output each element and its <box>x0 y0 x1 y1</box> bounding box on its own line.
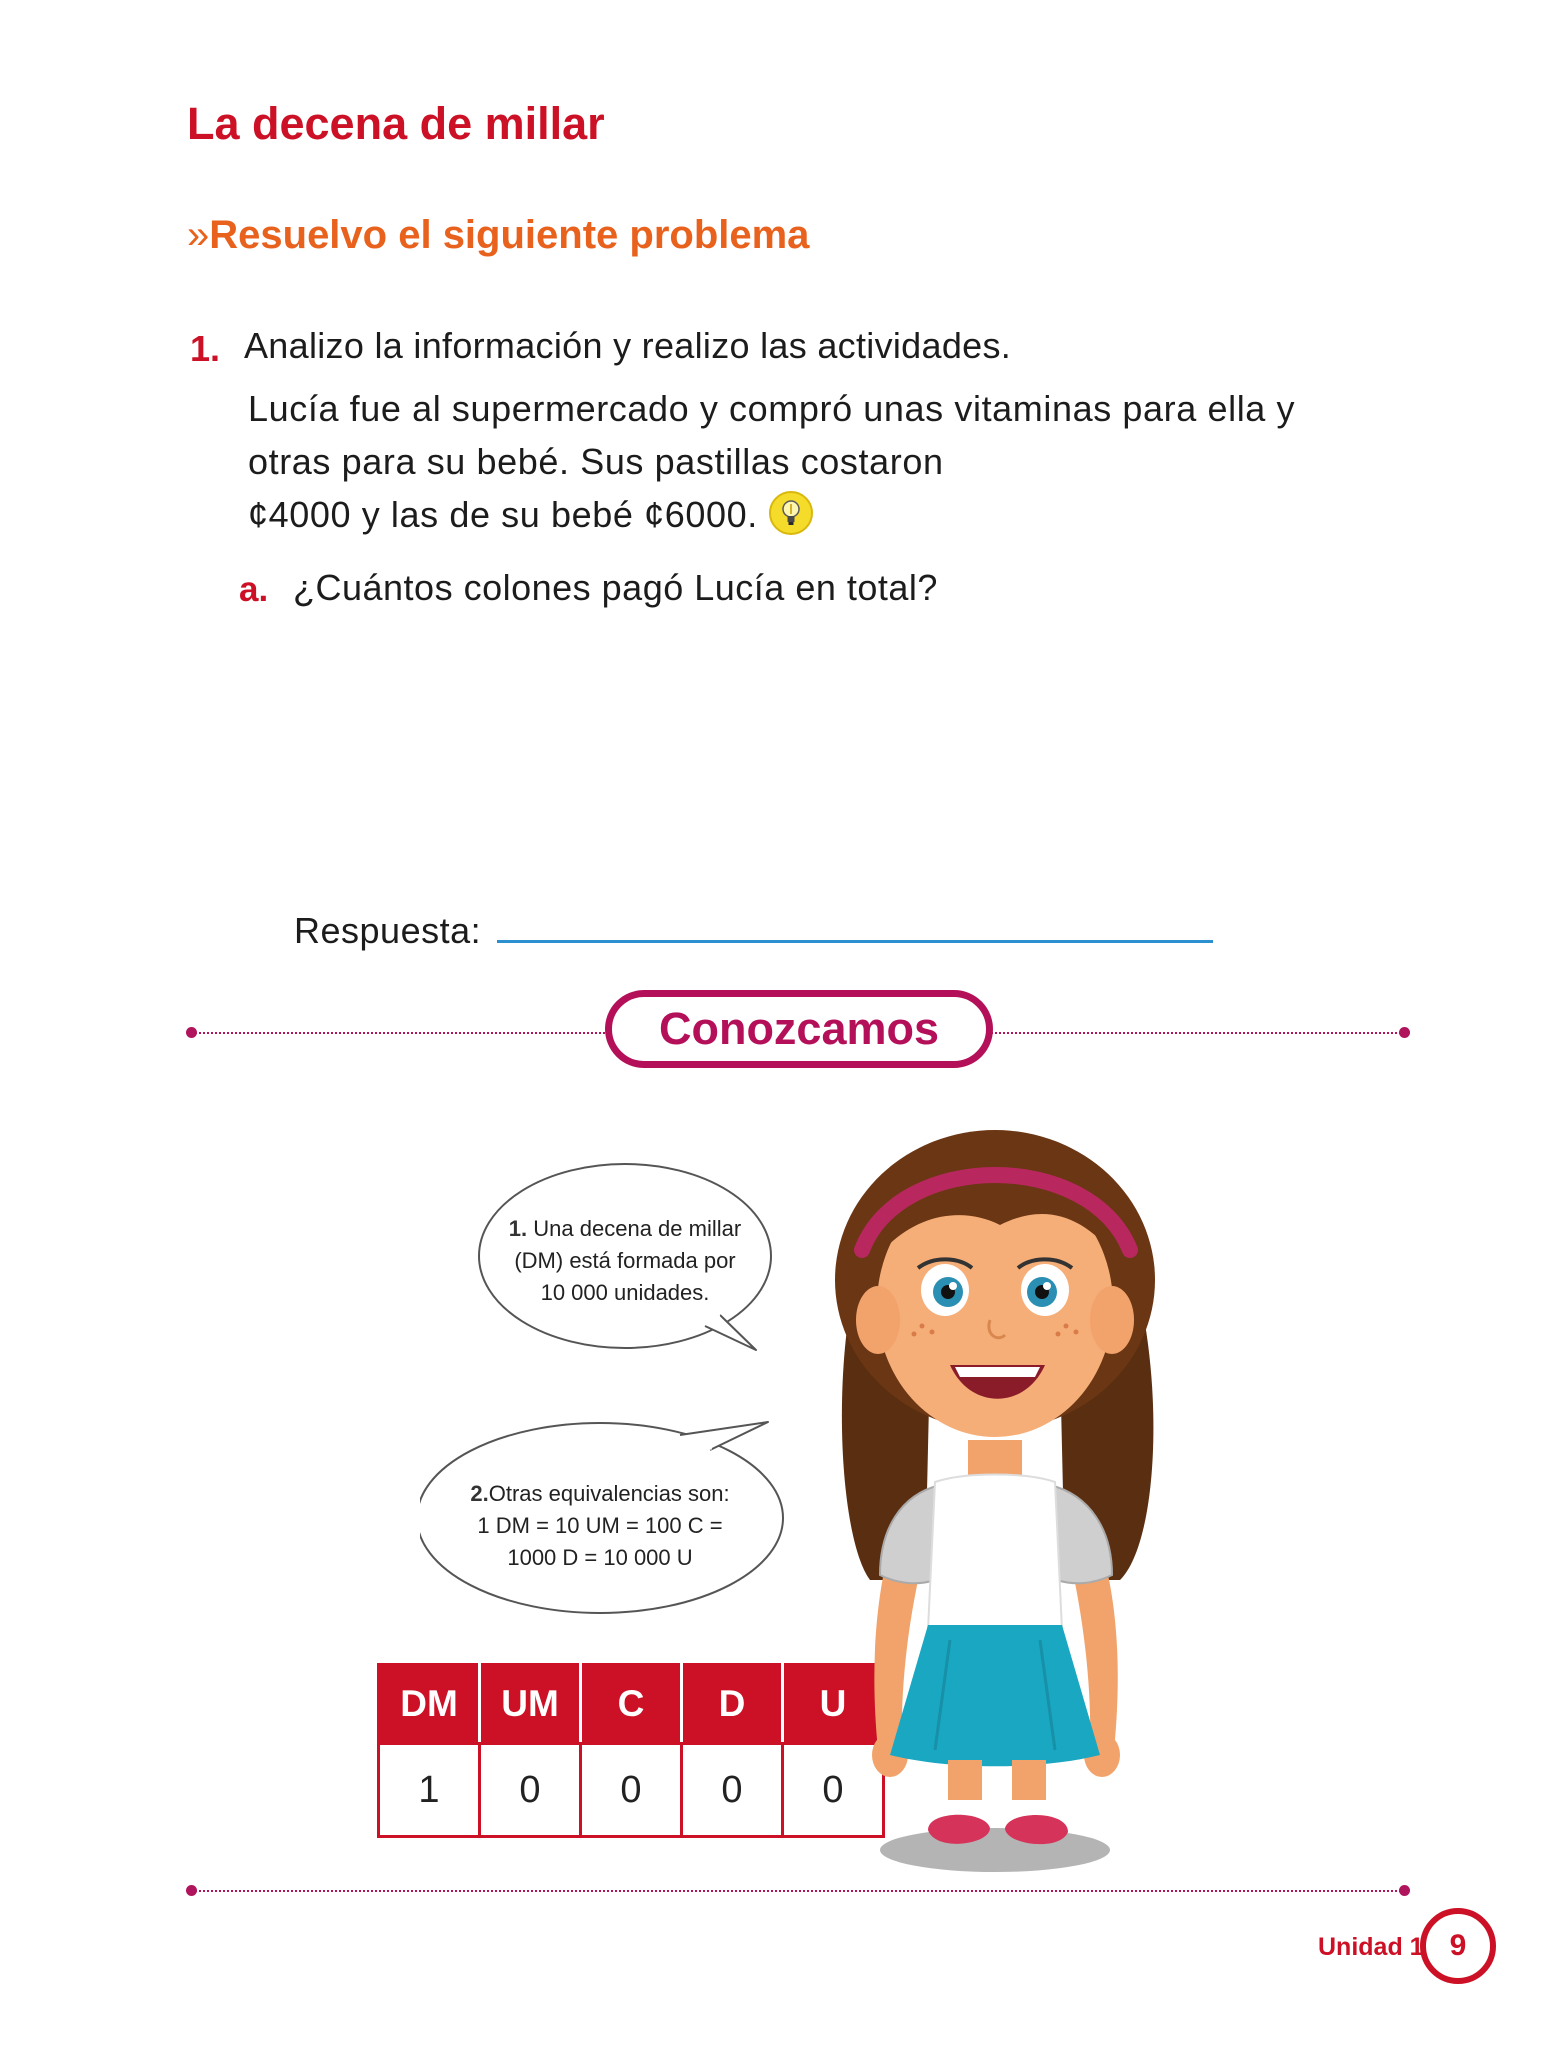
section-subtitle <box>187 213 809 258</box>
answer-label: Respuesta: <box>294 910 482 951</box>
bubble-1-number: 1. <box>508 1216 528 1241</box>
bubble-1-line-1-text: Una decena de millar <box>533 1216 742 1241</box>
divider-left-dot <box>186 1027 197 1038</box>
subtitle-marker: » <box>187 213 210 257</box>
activity-instruction: Analizo la información y realizo las actividades. <box>244 325 1012 366</box>
girl-illustration <box>800 1110 1200 1890</box>
value-um: 0 <box>480 1744 581 1837</box>
bubble-1-line-3: 10 000 unidades. <box>540 1280 710 1305</box>
bottom-divider-left-dot <box>186 1885 197 1896</box>
header-d: D <box>682 1665 783 1744</box>
bubble-1-text <box>470 1213 780 1309</box>
problem-line-3 <box>248 488 1428 541</box>
section-badge: Conozcamos <box>605 990 993 1068</box>
page-title: La decena de millar <box>187 98 605 149</box>
problem-line-2: otras para su bebé. Sus pastillas costaron <box>248 441 944 482</box>
bubble-1-line-1 <box>470 1213 780 1245</box>
header-c: C <box>581 1665 682 1744</box>
value-c: 0 <box>581 1744 682 1837</box>
bubble-1-line-2: (DM) está formada por <box>514 1248 736 1273</box>
bubble-2-text <box>435 1478 765 1574</box>
bottom-divider <box>192 1890 1404 1892</box>
activity-number: 1. <box>190 328 221 369</box>
lightbulb-icon[interactable] <box>768 490 814 536</box>
bubble-2-line-1 <box>435 1478 765 1510</box>
bubble-2-line-2: 1 DM = 10 UM = 100 C = <box>477 1513 723 1538</box>
bubble-2-number: 2. <box>470 1481 489 1506</box>
problem-line-1: Lucía fue al supermercado y compró unas vitaminas para ella y <box>248 388 1296 429</box>
value-d: 0 <box>682 1744 783 1837</box>
subtitle-text: Resuelvo el siguiente problema <box>209 213 810 257</box>
answer-line[interactable] <box>497 940 1213 943</box>
unit-label: Unidad 1 <box>1318 1933 1424 1961</box>
value-u: 0 <box>783 1744 884 1837</box>
value-dm: 1 <box>379 1744 480 1837</box>
question-letter: a. <box>239 570 269 609</box>
bubble-2-line-1-text: Otras equivalencias son: <box>488 1481 730 1506</box>
header-u: U <box>783 1665 884 1744</box>
header-dm: DM <box>379 1665 480 1744</box>
problem-line-3-text: ¢4000 y las de su bebé ¢6000. <box>248 494 758 535</box>
divider-right-dot <box>1399 1027 1410 1038</box>
page-number: 9 <box>1420 1908 1496 1984</box>
problem-text <box>248 382 1428 541</box>
bottom-divider-right-dot <box>1399 1885 1410 1896</box>
question-text: ¿Cuántos colones pagó Lucía en total? <box>293 567 938 608</box>
bubble-2-line-3: 1000 D = 10 000 U <box>507 1545 693 1570</box>
header-um: UM <box>480 1665 581 1744</box>
